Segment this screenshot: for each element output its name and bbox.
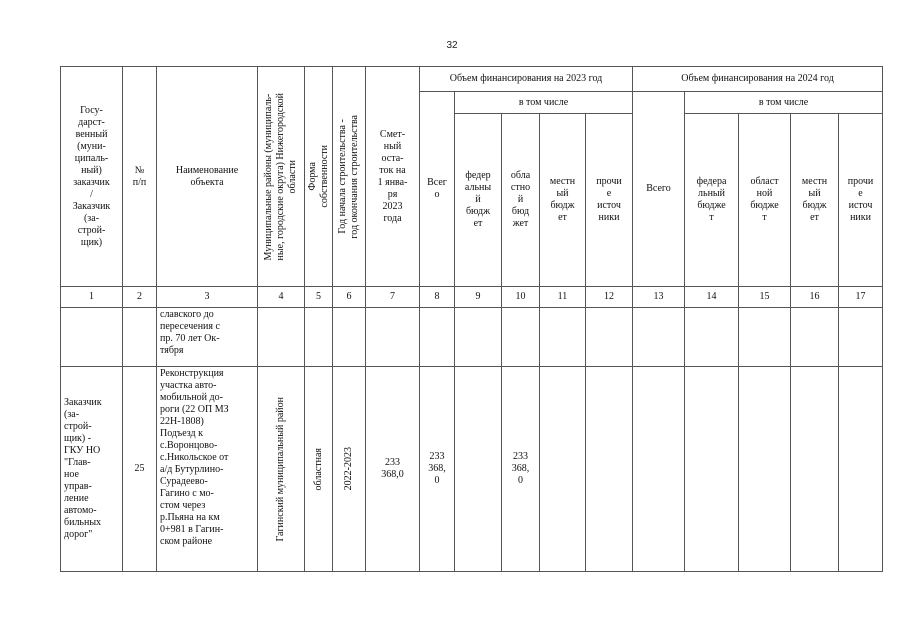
cell-object-name: славского до пересечения с пр. 70 лет Ок- тября [157, 308, 258, 367]
cell-local-2023 [540, 308, 586, 367]
cell-ownership: областная [305, 367, 333, 572]
column-number: 1 [61, 287, 123, 308]
header-including-2024: в том числе [685, 92, 883, 114]
header-total-2024: Всего [633, 92, 685, 287]
column-number: 7 [366, 287, 420, 308]
column-number: 2 [123, 287, 157, 308]
cell-federal-2023 [455, 367, 502, 572]
investment-program-table [60, 66, 883, 572]
table-row [61, 308, 883, 367]
column-number: 13 [633, 287, 685, 308]
cell-total-2024 [633, 308, 685, 367]
cell-ownership [305, 308, 333, 367]
cell-federal-2023 [455, 308, 502, 367]
cell-regional-2023 [502, 308, 540, 367]
cell-balance: 233 368,0 [366, 367, 420, 572]
column-number: 15 [739, 287, 791, 308]
header-federal-2024: федера льный бюдже т [685, 114, 739, 287]
page-number: 32 [446, 40, 458, 51]
cell-customer: Заказчик (за- строй- щик) - ГКУ НО "Глав- ное управ- ление автомо- бильных дорог" [61, 367, 123, 572]
cell-regional-2024 [739, 308, 791, 367]
cell-total-2023 [420, 308, 455, 367]
cell-district: Гагинский муниципальный район [258, 367, 305, 572]
column-number: 3 [157, 287, 258, 308]
cell-item-number [123, 308, 157, 367]
cell-district [258, 308, 305, 367]
header-object-name: Наименование объекта [157, 67, 258, 287]
cell-years: 2022-2023 [333, 367, 366, 572]
cell-local-2024 [791, 308, 839, 367]
cell-customer [61, 308, 123, 367]
cell-other-2024 [839, 367, 883, 572]
header-funding-2024: Объем финансирования на 2024 год [633, 67, 883, 92]
header-local-2023: местн ый бюдж ет [540, 114, 586, 287]
cell-federal-2024 [685, 367, 739, 572]
column-number: 14 [685, 287, 739, 308]
header-regional-2024: област ной бюдже т [739, 114, 791, 287]
header-other-2024: прочи е источ ники [839, 114, 883, 287]
cell-object-name: Реконструкция участка авто- мобильной до- роги (22 ОП МЗ 22Н-1808) Подъезд к с.Воронцово- с.Никольское от а/д Бутурлино- Сурадеево- Гагино с мо- стом через р.Пьяна на км 0+981 в Гагин- ском районе [157, 367, 258, 572]
column-number: 8 [420, 287, 455, 308]
table-row [61, 367, 883, 572]
cell-other-2024 [839, 308, 883, 367]
header-estimated-balance: Смет- ный оста- ток на 1 янва- ря 2023 года [366, 67, 420, 287]
header-construction-years: Год начала строительства - год окончания строительства [333, 67, 366, 287]
column-number: 17 [839, 287, 883, 308]
column-numbers-row [61, 287, 883, 308]
header-federal-2023: федер альны й бюдж ет [455, 114, 502, 287]
column-number: 12 [586, 287, 633, 308]
column-number: 4 [258, 287, 305, 308]
cell-federal-2024 [685, 308, 739, 367]
cell-regional-2024 [739, 367, 791, 572]
header-ownership: Форма собственности [305, 67, 333, 287]
header-regional-2023: обла стно й бюд жет [502, 114, 540, 287]
column-number: 16 [791, 287, 839, 308]
cell-balance [366, 308, 420, 367]
cell-other-2023 [586, 367, 633, 572]
cell-local-2024 [791, 367, 839, 572]
column-number: 5 [305, 287, 333, 308]
header-item-number: № п/п [123, 67, 157, 287]
header-local-2024: местн ый бюдж ет [791, 114, 839, 287]
header-funding-2023: Объем финансирования на 2023 год [420, 67, 633, 92]
header-including-2023: в том числе [455, 92, 633, 114]
column-number: 10 [502, 287, 540, 308]
column-number: 9 [455, 287, 502, 308]
header-districts: Муниципальные районы (муниципаль- ные, городские округа) Нижегородской области [258, 67, 305, 287]
cell-total-2023: 233 368, 0 [420, 367, 455, 572]
cell-item-number: 25 [123, 367, 157, 572]
column-number: 6 [333, 287, 366, 308]
column-number: 11 [540, 287, 586, 308]
header-other-2023: прочи е источ ники [586, 114, 633, 287]
cell-other-2023 [586, 308, 633, 367]
cell-years [333, 308, 366, 367]
cell-total-2024 [633, 367, 685, 572]
cell-regional-2023: 233 368, 0 [502, 367, 540, 572]
header-customer: Госу- дарст- венный (муни- ципаль- ный) заказчик / Заказчик (за- строй- щик) [61, 67, 123, 287]
header-total-2023: Всег о [420, 92, 455, 287]
cell-local-2023 [540, 367, 586, 572]
